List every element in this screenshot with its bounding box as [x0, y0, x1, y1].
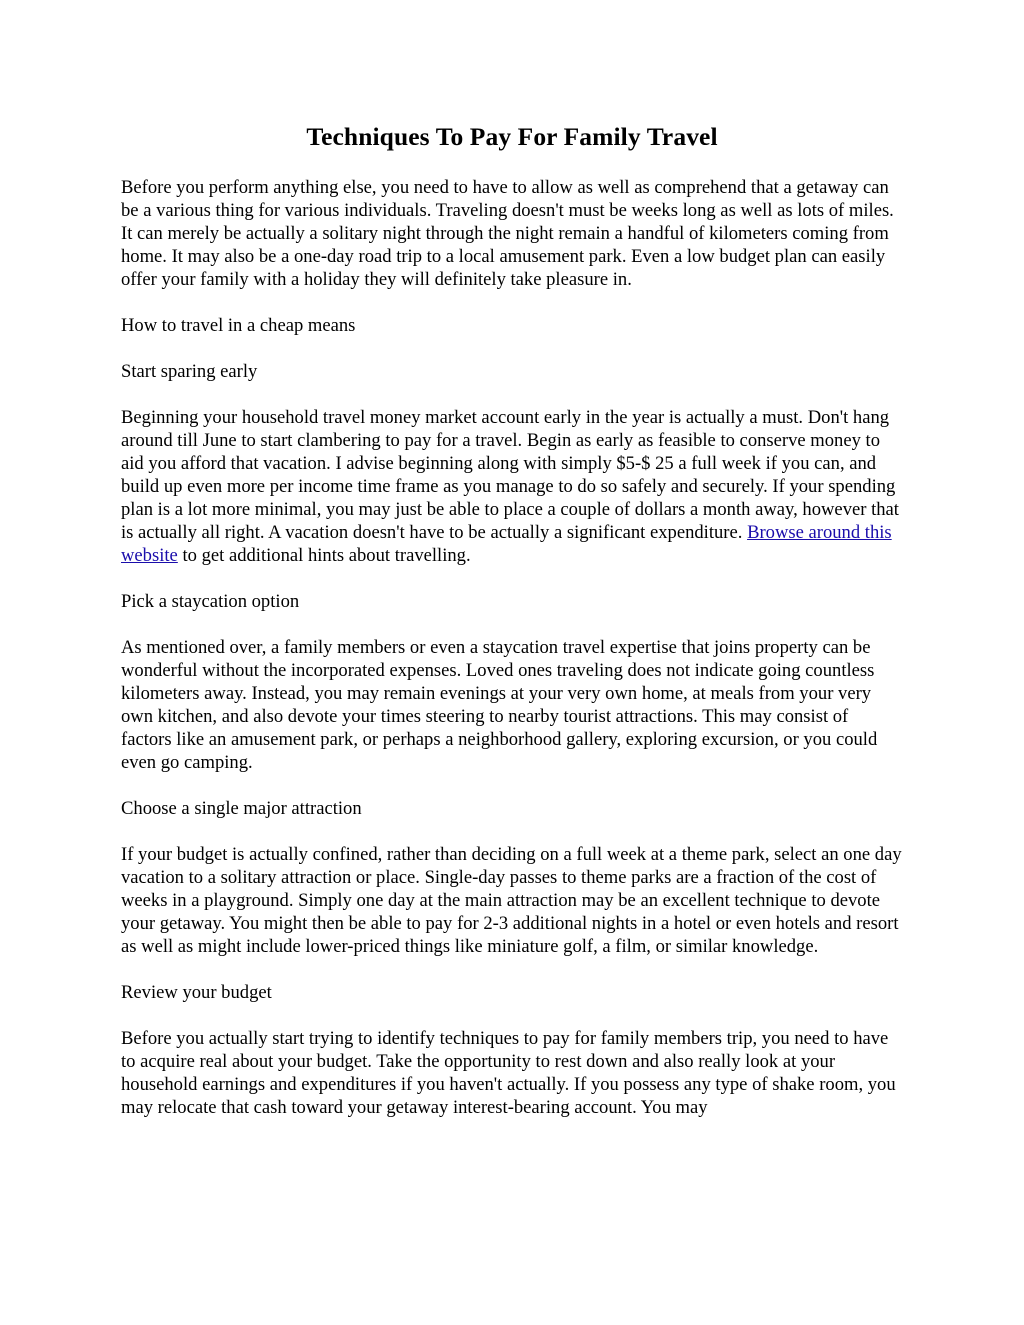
paragraph-major-attraction: If your budget is actually confined, rather than deciding on a full week at a theme park, select an one day vacation to a solitary attraction or place. Single-day passes to theme parks are a fraction of the cost of weeks in a playground. Simply one day at the main attraction may be an excellent technique to devote your getaway. You might then be able to pay for 2-3 additional nights in a hotel or even hotels and resort as well as might include lower-priced things like miniature golf, a film, or similar knowledge.	[121, 844, 902, 957]
paragraph-saving-text-after: to get additional hints about travelling.	[182, 545, 471, 566]
paragraph-staycation: As mentioned over, a family members or even a staycation travel expertise that joins property can be wonderful without the incorporated expenses. Loved ones traveling does not indicate going countless kilometers away. Instead, you may remain evenings at your very own home, at meals from your very own kitchen, and also devote your times steering to nearby tourist attractions. This may consist of factors like an amusement park, or perhaps a neighborhood gallery, exploring excursion, or you could even go camping.	[121, 637, 878, 773]
document-body	[121, 176, 903, 1119]
paragraph-saving-text-before: Beginning your household travel money market account early in the year is actually a must. Don't hang around till June to start clambering to pay for a travel. Begin as early as feasible to conserve money to aid you afford that vacation. I advise beginning along with simply $5-$ 25 a full week if you can, and build up even more per income time frame as you manage to do so safely and securely. If your spending plan is a lot more minimal, you may just be able to place a couple of dollars a month away, however that is actually all right. A vacation doesn't have to be actually a significant expenditure.	[121, 407, 899, 543]
subheading-review-budget: Review your budget	[121, 982, 272, 1003]
document-page	[121, 120, 903, 1142]
subheading-staycation: Pick a staycation option	[121, 591, 300, 612]
subheading-cheap-travel: How to travel in a cheap means	[121, 315, 356, 336]
subheading-major-attraction: Choose a single major attraction	[121, 798, 362, 819]
paragraph-saving	[121, 406, 903, 567]
document-title: Techniques To Pay For Family Travel	[306, 122, 718, 151]
paragraph-review-budget: Before you actually start trying to identify techniques to pay for family members trip, you need to have to acquire real about your budget. Take the opportunity to rest down and also really look at your household earnings and expenditures if you haven't actually. If you possess any type of shake room, you may relocate that cash toward your getaway interest-bearing account. You may	[121, 1028, 896, 1118]
paragraph-intro: Before you perform anything else, you need to have to allow as well as comprehend that a getaway can be a various thing for various individuals. Traveling doesn't must be weeks long as well as lots of miles. It can merely be actually a solitary night through the night remain a handful of kilometers coming from home. It may also be a one-day road trip to a local amusement park. Even a low budget plan can easily offer your family with a holiday they will definitely take pleasure in.	[121, 177, 894, 290]
subheading-start-saving: Start sparing early	[121, 361, 258, 382]
browse-website-link[interactable]: Browse around this website	[121, 522, 892, 566]
